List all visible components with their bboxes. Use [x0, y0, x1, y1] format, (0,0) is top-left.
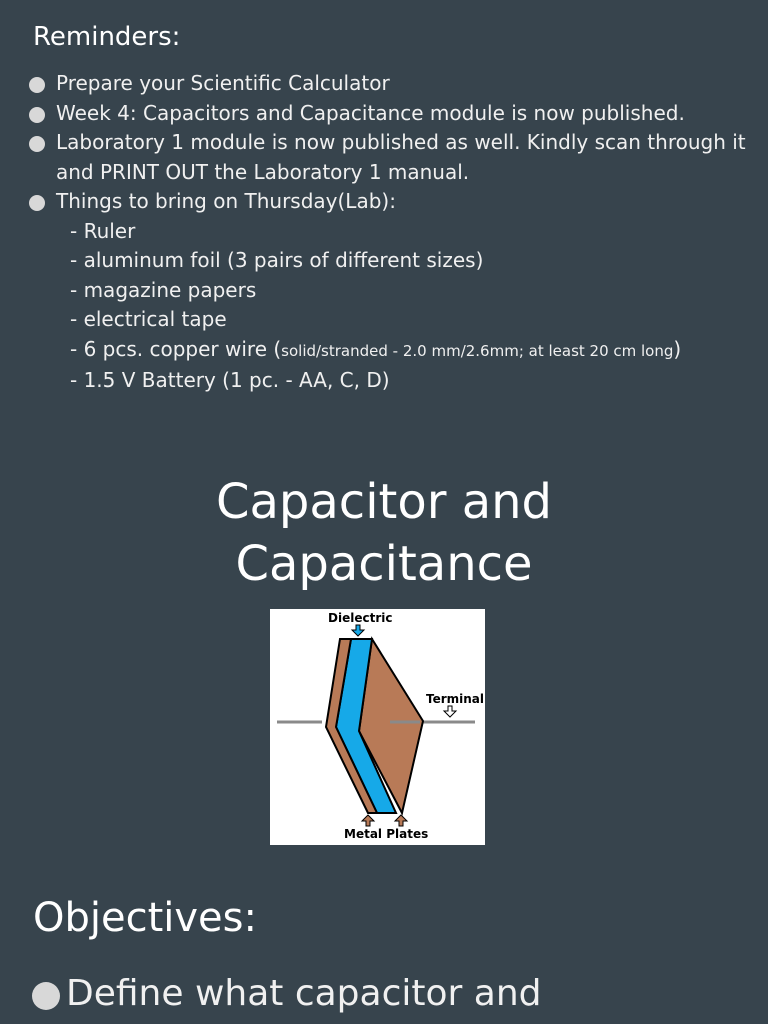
objectives-heading: Objectives:: [33, 895, 257, 941]
dielectric-label: Dielectric: [328, 611, 393, 625]
wire-spec: solid/stranded - 2.0 mm/2.6mm; at least 20 cm long: [281, 341, 674, 360]
metal-plates-label: Metal Plates: [344, 827, 429, 841]
title-line-2: Capacitance: [235, 536, 533, 592]
wire-text: - 6 pcs. copper wire (: [70, 336, 282, 361]
reminder-item: [28, 99, 753, 129]
bullet-icon: [32, 982, 60, 1010]
bullet-icon: [29, 107, 45, 123]
lab-item-ruler: - Ruler: [70, 218, 136, 243]
bullet-icon: [29, 136, 45, 152]
plate-arrow-right-icon: [395, 815, 407, 826]
terminal-label: Terminal: [426, 692, 485, 706]
lab-item-battery: - 1.5 V Battery (1 pc. - AA, C, D): [70, 368, 390, 392]
bullet-icon: [29, 195, 45, 211]
reminder-text: Week 4: Capacitors and Capacitance module is now published.: [56, 100, 685, 125]
bullet-icon: [29, 77, 45, 93]
reminder-text: Prepare your Scientific Calculator: [56, 71, 390, 95]
dielectric-arrow-icon: [352, 625, 364, 636]
lab-item-paper: - magazine papers: [70, 277, 257, 302]
slide-title: [0, 471, 768, 595]
reminders-list: [28, 69, 753, 396]
reminders-heading: Reminders:: [33, 22, 181, 52]
wire-close: ): [673, 336, 682, 361]
reminder-item: [28, 69, 753, 99]
title-line-1: Capacitor and: [215, 474, 553, 530]
plate-arrow-left-icon: [362, 815, 374, 826]
objective-item: [30, 968, 542, 1020]
capacitor-illustration: [270, 609, 485, 845]
terminal-arrow-icon: [444, 706, 456, 717]
reminder-text: Things to bring on Thursday(Lab):: [56, 189, 396, 213]
objective-text: Define what capacitor and: [66, 973, 542, 1014]
lab-item-tape: - electrical tape: [70, 307, 227, 331]
reminder-item: [28, 128, 753, 187]
reminder-item: [28, 187, 753, 396]
lab-item-wire: [70, 335, 753, 367]
lab-items-list: [56, 217, 753, 396]
lab-item-foil: - aluminum foil (3 pairs of different sizes): [70, 248, 484, 272]
objectives-list: [30, 968, 542, 1020]
capacitor-diagram: [270, 609, 485, 845]
reminder-text: Laboratory 1 module is now published as well. Kindly scan through it and PRINT OUT the Laboratory 1 manual.: [56, 130, 746, 184]
